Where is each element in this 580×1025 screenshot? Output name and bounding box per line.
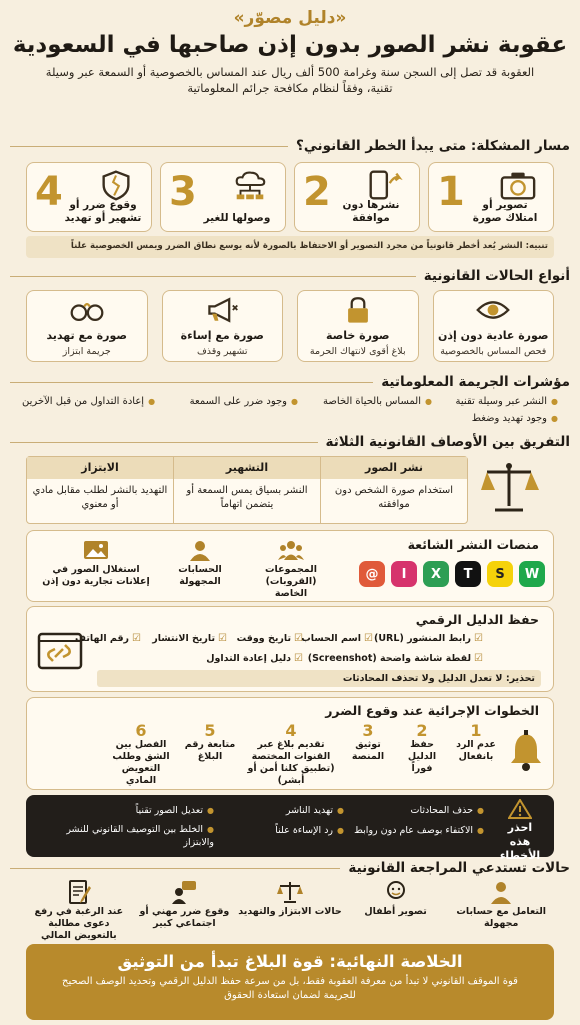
cloud-network-icon bbox=[231, 169, 269, 201]
scales-small-icon bbox=[276, 880, 304, 904]
procedure-step-label: عدم الرد بانفعال bbox=[456, 739, 496, 762]
procedure-step bbox=[243, 723, 339, 787]
conclusion-desc: قوة الموقف القانوني لا تبدأ من معرفة العقوبة فقط، بل من سرعة حفظ الدليل الرقمي وتحديد الوصف الصحيح للجريمة لضمان استعادة الحقوق bbox=[62, 976, 518, 1001]
platform-item bbox=[41, 539, 151, 588]
case-desc: تشهير وقذف bbox=[196, 346, 248, 357]
x-icon: X bbox=[423, 561, 449, 587]
procedure-step bbox=[451, 723, 501, 763]
conclusion-banner bbox=[26, 944, 554, 1020]
procedure-title: الخطوات الإجرائية عند وقوع الضرر bbox=[325, 703, 539, 718]
snapchat-icon: S bbox=[487, 561, 513, 587]
compare-title-text: التفريق بين الأوصاف القانونية الثلاثة bbox=[325, 434, 570, 450]
lock-icon bbox=[340, 295, 376, 325]
review-label: وقوع ضرر مهني أو اجتماعي كبير bbox=[139, 906, 230, 929]
mistakes-title: احذر هذه الأخطاء bbox=[499, 821, 541, 862]
case-card bbox=[297, 290, 419, 362]
handcuffs-icon bbox=[69, 295, 105, 325]
anonymous-user-icon bbox=[187, 539, 213, 561]
case-title: صورة مع تهديد bbox=[46, 329, 128, 342]
header bbox=[0, 0, 580, 96]
procedure-step-num: 6 bbox=[135, 721, 147, 740]
intro-text: العقوبة قد تصل إلى السجن سنة وغرامة 500 ألف ريال عند المساس بالخصوصية أو السمعة عبر وسيلة تقنية، وفقاً لنظام مكافحة جرائم المعلوماتية bbox=[45, 65, 535, 95]
procedure-step-label: تقديم بلاغ عبر القنوات المختصة (تطبيق كلنا أمن أو أبشر) bbox=[247, 739, 335, 786]
chat-user-icon bbox=[170, 880, 198, 904]
platform-label: استغلال الصور في إعلانات تجارية دون إذن bbox=[42, 564, 150, 587]
mistake-item: ● الخلط بين التوصيف القانوني للنشر والابتزاز bbox=[44, 823, 214, 849]
group-icon bbox=[278, 539, 304, 561]
platforms-card bbox=[26, 530, 554, 602]
judge-icon bbox=[487, 880, 515, 904]
review-label: حالات الابتزاز والتهديد bbox=[238, 906, 342, 917]
path-step-2 bbox=[294, 162, 420, 232]
step-label: نشرها دون موافقة bbox=[342, 199, 400, 224]
compare-head: نشر الصور bbox=[321, 457, 467, 479]
review-item bbox=[237, 880, 343, 940]
review-item bbox=[132, 880, 238, 940]
cases-title-text: أنواع الحالات القانونية bbox=[423, 268, 570, 284]
procedure-step-label: متابعة رقم البلاغ bbox=[184, 739, 236, 762]
eye-icon bbox=[475, 295, 511, 325]
platform-label: المجموعات (القروبات) الخاصة bbox=[265, 564, 317, 599]
bell-alert-icon bbox=[509, 728, 543, 772]
path-step-4 bbox=[26, 162, 152, 232]
evidence-item: ☑ تاريخ ووقت bbox=[237, 633, 303, 644]
procedure-step-label: الفصل بين الشق وطلب التعويض المادي bbox=[112, 739, 170, 786]
platform-item bbox=[251, 539, 331, 600]
mistake-item: ● حذف المحادثات bbox=[411, 805, 484, 816]
mistake-item: ● تهديد الناشر bbox=[286, 805, 344, 816]
platform-item bbox=[165, 539, 235, 588]
case-card bbox=[26, 290, 148, 362]
evidence-item: ☑ تاريخ الانتشار bbox=[152, 633, 227, 644]
step-label: تصوير أو امتلاك صورة bbox=[472, 199, 538, 224]
compare-section-title bbox=[10, 434, 570, 450]
megaphone-icon bbox=[204, 295, 240, 325]
case-card bbox=[162, 290, 284, 362]
step-label: وقوع ضرر أو تشهير أو تهديد bbox=[64, 199, 142, 224]
review-label: عند الرغبة في رفع دعوى مطالبة بالتعويض المالي bbox=[34, 906, 124, 941]
review-section-title bbox=[10, 860, 570, 876]
compare-head: الابتزاز bbox=[27, 457, 173, 479]
step-label: وصولها للغير bbox=[203, 212, 271, 224]
conclusion-title: الخلاصة النهائية: قوة البلاغ تبدأ من التوثيق bbox=[117, 952, 463, 971]
step-number: 2 bbox=[303, 169, 331, 215]
compare-col bbox=[173, 457, 320, 523]
procedure-step bbox=[397, 723, 447, 775]
indicators-title-text: مؤشرات الجريمة المعلوماتية bbox=[381, 374, 570, 390]
compare-table bbox=[26, 456, 468, 524]
procedure-step bbox=[343, 723, 393, 763]
case-desc: فحص المساس بالخصوصية bbox=[440, 346, 547, 357]
cases-section-title bbox=[10, 268, 570, 284]
compare-body: التهديد بالنشر لطلب مقابل مادي أو معنوي bbox=[32, 485, 168, 510]
mistakes-card bbox=[26, 795, 554, 862]
indicators-section-title bbox=[10, 374, 570, 390]
mistake-item: ● الاكتفاء بوصف عام دون روابط bbox=[354, 825, 484, 836]
image-icon bbox=[83, 539, 109, 561]
warning-icon bbox=[508, 799, 532, 819]
procedure-step bbox=[107, 723, 175, 787]
procedure-card bbox=[26, 697, 554, 790]
procedure-step-num: 4 bbox=[285, 721, 297, 740]
path-section-title bbox=[10, 138, 570, 154]
procedure-step-num: 2 bbox=[416, 721, 428, 740]
link-browser-icon bbox=[37, 631, 83, 671]
review-label: التعامل مع حسابات مجهولة bbox=[456, 906, 547, 929]
platforms-title: منصات النشر الشائعة bbox=[407, 537, 539, 552]
child-icon bbox=[382, 880, 410, 904]
review-item bbox=[26, 880, 132, 940]
procedure-step-num: 1 bbox=[470, 721, 482, 740]
evidence-item: ☑ رابط المنشور (URL) bbox=[374, 633, 483, 644]
evidence-title: حفظ الدليل الرقمي bbox=[415, 612, 539, 627]
indicator-item: ● وجود ضرر على السمعة bbox=[190, 396, 298, 407]
tiktok-icon: T bbox=[455, 561, 481, 587]
path-steps bbox=[26, 162, 554, 232]
evidence-item: ☑ دليل إعادة التداول bbox=[206, 653, 303, 664]
threads-icon: @ bbox=[359, 561, 385, 587]
review-item bbox=[343, 880, 449, 940]
indicator-item: ● إعادة التداول من قبل الآخرين bbox=[22, 396, 155, 407]
indicator-item: ● وجود تهديد وضغط bbox=[472, 413, 558, 424]
review-label: تصوير أطفال bbox=[364, 906, 427, 917]
path-note: تنبيه: النشر يُعد أخطر قانونياً من مجرد التصوير أو الاحتفاظ بالصورة لأنه يوسع نطاق الضرر ويمس الخصوصية علناً bbox=[26, 236, 554, 258]
procedure-step bbox=[181, 723, 239, 763]
path-title-text: مسار المشكلة: متى يبدأ الخطر القانوني؟ bbox=[296, 138, 570, 154]
step-number: 1 bbox=[437, 169, 465, 215]
page-title: عقوبة نشر الصور بدون إذن صاحبها في السعودية bbox=[12, 32, 568, 58]
case-desc: جريمة ابتزاز bbox=[62, 346, 111, 357]
indicator-item: ● المساس بالحياة الخاصة bbox=[323, 396, 432, 407]
procedure-step-num: 3 bbox=[362, 721, 374, 740]
review-item bbox=[448, 880, 554, 940]
cases-list bbox=[26, 290, 554, 362]
platform-label: الحسابات المجهولة bbox=[178, 564, 222, 587]
document-pen-icon bbox=[65, 880, 93, 904]
evidence-item: ☑ لقطة شاشة واضحة (Screenshot) bbox=[308, 653, 483, 664]
compare-col bbox=[27, 457, 173, 523]
indicator-item: ● النشر عبر وسيلة تقنية bbox=[456, 396, 558, 407]
procedure-step-num: 5 bbox=[204, 721, 216, 740]
mistake-item: ● تعديل الصور تقنياً bbox=[136, 805, 214, 816]
review-title-text: حالات تستدعي المراجعة القانونية bbox=[348, 860, 570, 876]
procedure-step-label: توثيق المنصة bbox=[351, 739, 385, 762]
case-title: صورة خاصة bbox=[325, 329, 390, 342]
evidence-item: ☑ رقم الهاتف bbox=[75, 633, 141, 644]
instagram-icon: I bbox=[391, 561, 417, 587]
compare-body: النشر بسياق يمس السمعة أو يتضمن اتهاماً bbox=[186, 485, 308, 510]
step-number: 4 bbox=[35, 169, 63, 215]
compare-head: التشهير bbox=[174, 457, 320, 479]
procedure-step-label: حفظ الدليل فوراً bbox=[407, 739, 437, 774]
case-card bbox=[433, 290, 555, 362]
compare-col bbox=[320, 457, 467, 523]
scales-icon bbox=[478, 460, 540, 516]
broken-shield-icon bbox=[97, 169, 135, 201]
camera-icon bbox=[499, 169, 537, 201]
step-number: 3 bbox=[169, 169, 197, 215]
case-title: صورة عادية دون إذن bbox=[437, 329, 549, 342]
header-subtitle: «دليل مصوّر» bbox=[233, 8, 347, 28]
review-list bbox=[26, 880, 554, 940]
path-step-3 bbox=[160, 162, 286, 232]
case-title: صورة مع إساءة bbox=[180, 329, 264, 342]
mistake-item: ● رد الإساءة علناً bbox=[275, 825, 344, 836]
case-desc: بلاغ أقوى لانتهاك الحرمة bbox=[309, 346, 406, 357]
path-step-1 bbox=[428, 162, 554, 232]
evidence-warning: تحذير: لا تعدل الدليل ولا تحذف المحادثات bbox=[97, 670, 541, 687]
compare-body: استخدام صورة الشخص دون موافقته bbox=[334, 485, 454, 510]
whatsapp-icon: W bbox=[519, 561, 545, 587]
evidence-item: ☑ اسم الحساب bbox=[301, 633, 373, 644]
phone-share-icon bbox=[365, 169, 403, 201]
evidence-card bbox=[26, 606, 554, 692]
